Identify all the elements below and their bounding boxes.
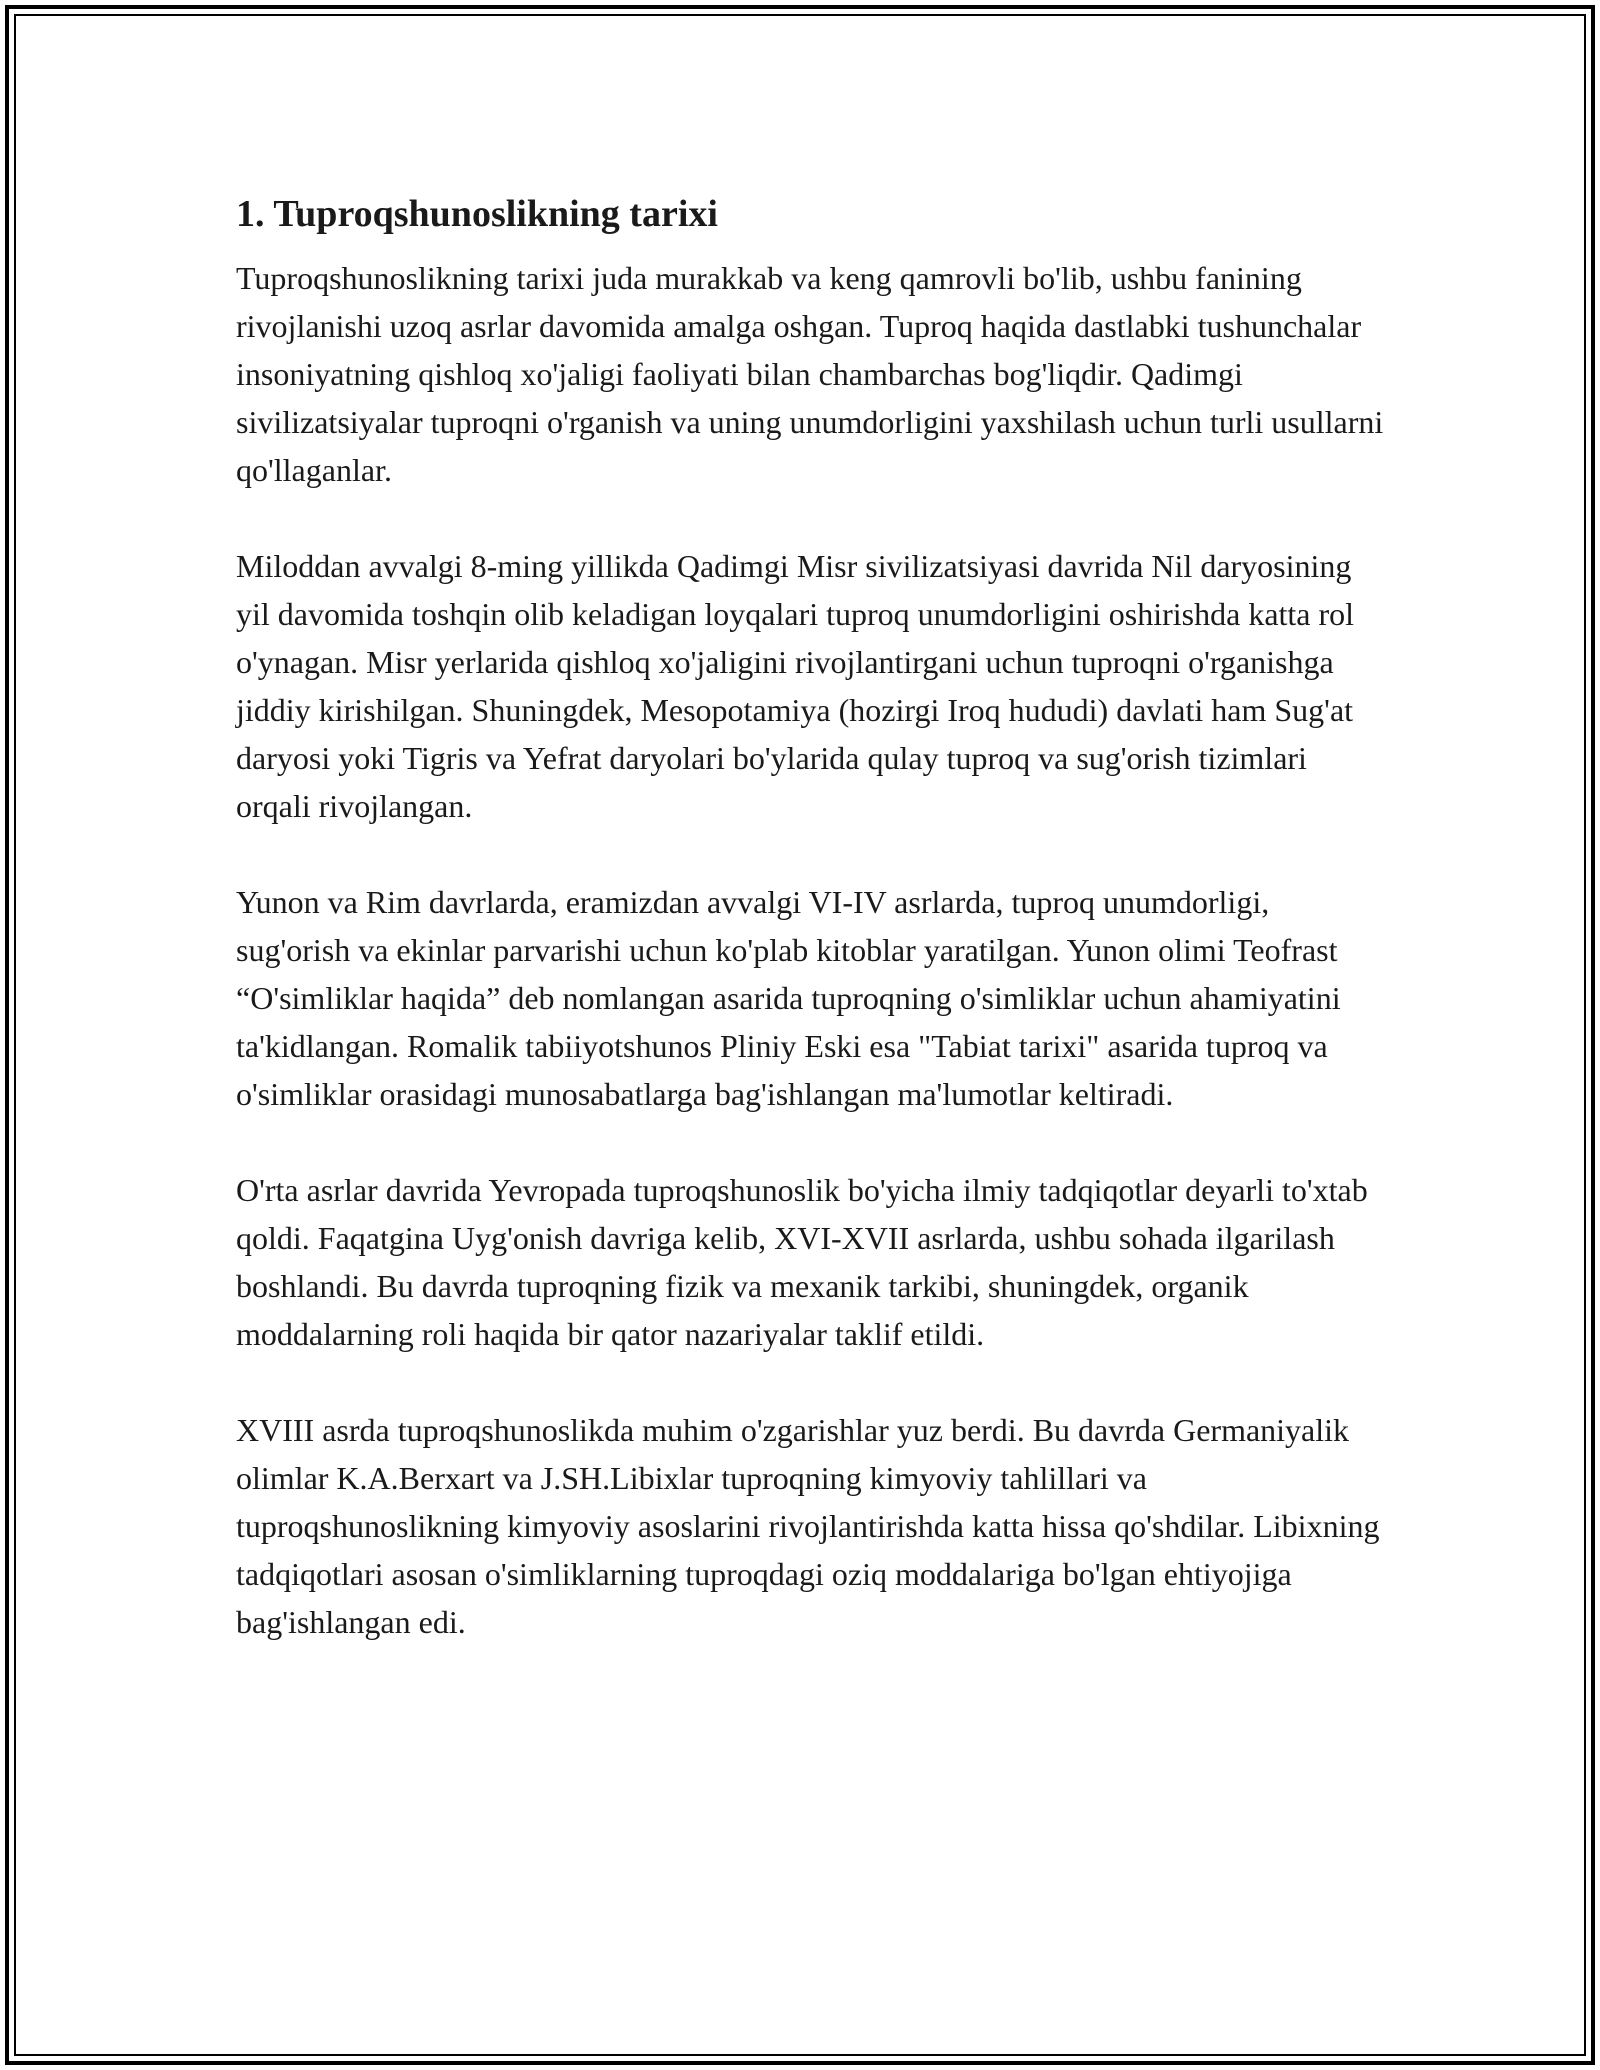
page-title: 1. Tuproqshunoslikning tarixi xyxy=(236,193,718,235)
paragraph: O'rta asrlar davrida Yevropada tuproqshunoslik bo'yicha ilmiy tadqiqotlar deyarli to'xtab qoldi. Faqatgina Uyg'onish davriga kelib, XVI-XVII asrlarda, ushbu sohada ilgarilash boshlandi. Bu davrda tuproqning fizik va mexanik tarkibi, shuningdek, organik moddalarning roli haqida bir qator nazariyalar taklif etildi. xyxy=(236,1172,1368,1352)
paragraph: Miloddan avvalgi 8-ming yillikda Qadimgi Misr sivilizatsiyasi davrida Nil daryosining yil davomida toshqin olib keladigan loyqalari tuproq unumdorligini oshirishda katta rol o'ynagan. Misr yerlarida qishloq xo'jaligini rivojlantirgani uchun tuproqni o'rganishga jiddiy kirishilgan. Shuningdek, Mesopotamiya (hozirgi Iroq hududi) davlati ham Sug'at daryosi yoki Tigris va Yefrat daryolari bo'ylarida qulay tuproq va sug'orish tizimlari orqali rivojlangan. xyxy=(236,548,1355,824)
paragraph: Yunon va Rim davrlarda, eramizdan avvalgi VI-IV asrlarda, tuproq unumdorligi, sug'orish va ekinlar parvarishi uchun ko'plab kitoblar yaratilgan. Yunon olimi Teofrast “O'simliklar haqida” deb nomlangan asarida tuproqning o'simliklar uchun ahamiyatini ta'kidlangan. Romalik tabiiyotshunos Pliniy Eski esa "Tabiat tarixi" asarida tuproq va o'simliklar orasidagi munosabatlarga bag'ishlangan ma'lumotlar keltiradi. xyxy=(236,884,1341,1112)
paragraph: Tuproqshunoslikning tarixi juda murakkab va keng qamrovli bo'lib, ushbu fanining rivojlanishi uzoq asrlar davomida amalga oshgan. Tuproq haqida dastlabki tushunchalar insoniyatning qishloq xo'jaligi faoliyati bilan chambarchas bog'liqdir. Qadimgi sivilizatsiyalar tuproqni o'rganish va uning unumdorligini yaxshilash uchun turli usullarni qo'llaganlar. xyxy=(236,260,1384,488)
paragraph: XVIII asrda tuproqshunoslikda muhim o'zgarishlar yuz berdi. Bu davrda Germaniyalik olimlar K.A.Berxart va J.SH.Libixlar tuproqning kimyoviy tahlillari va tuproqshunoslikning kimyoviy asoslarini rivojlantirishda katta hissa qo'shdilar. Libixning tadqiqotlari asosan o'simliklarning tuproqdagi oziq moddalariga bo'lgan ehtiyojiga bag'ishlangan edi. xyxy=(236,1412,1380,1640)
document-body xyxy=(236,186,1386,1694)
